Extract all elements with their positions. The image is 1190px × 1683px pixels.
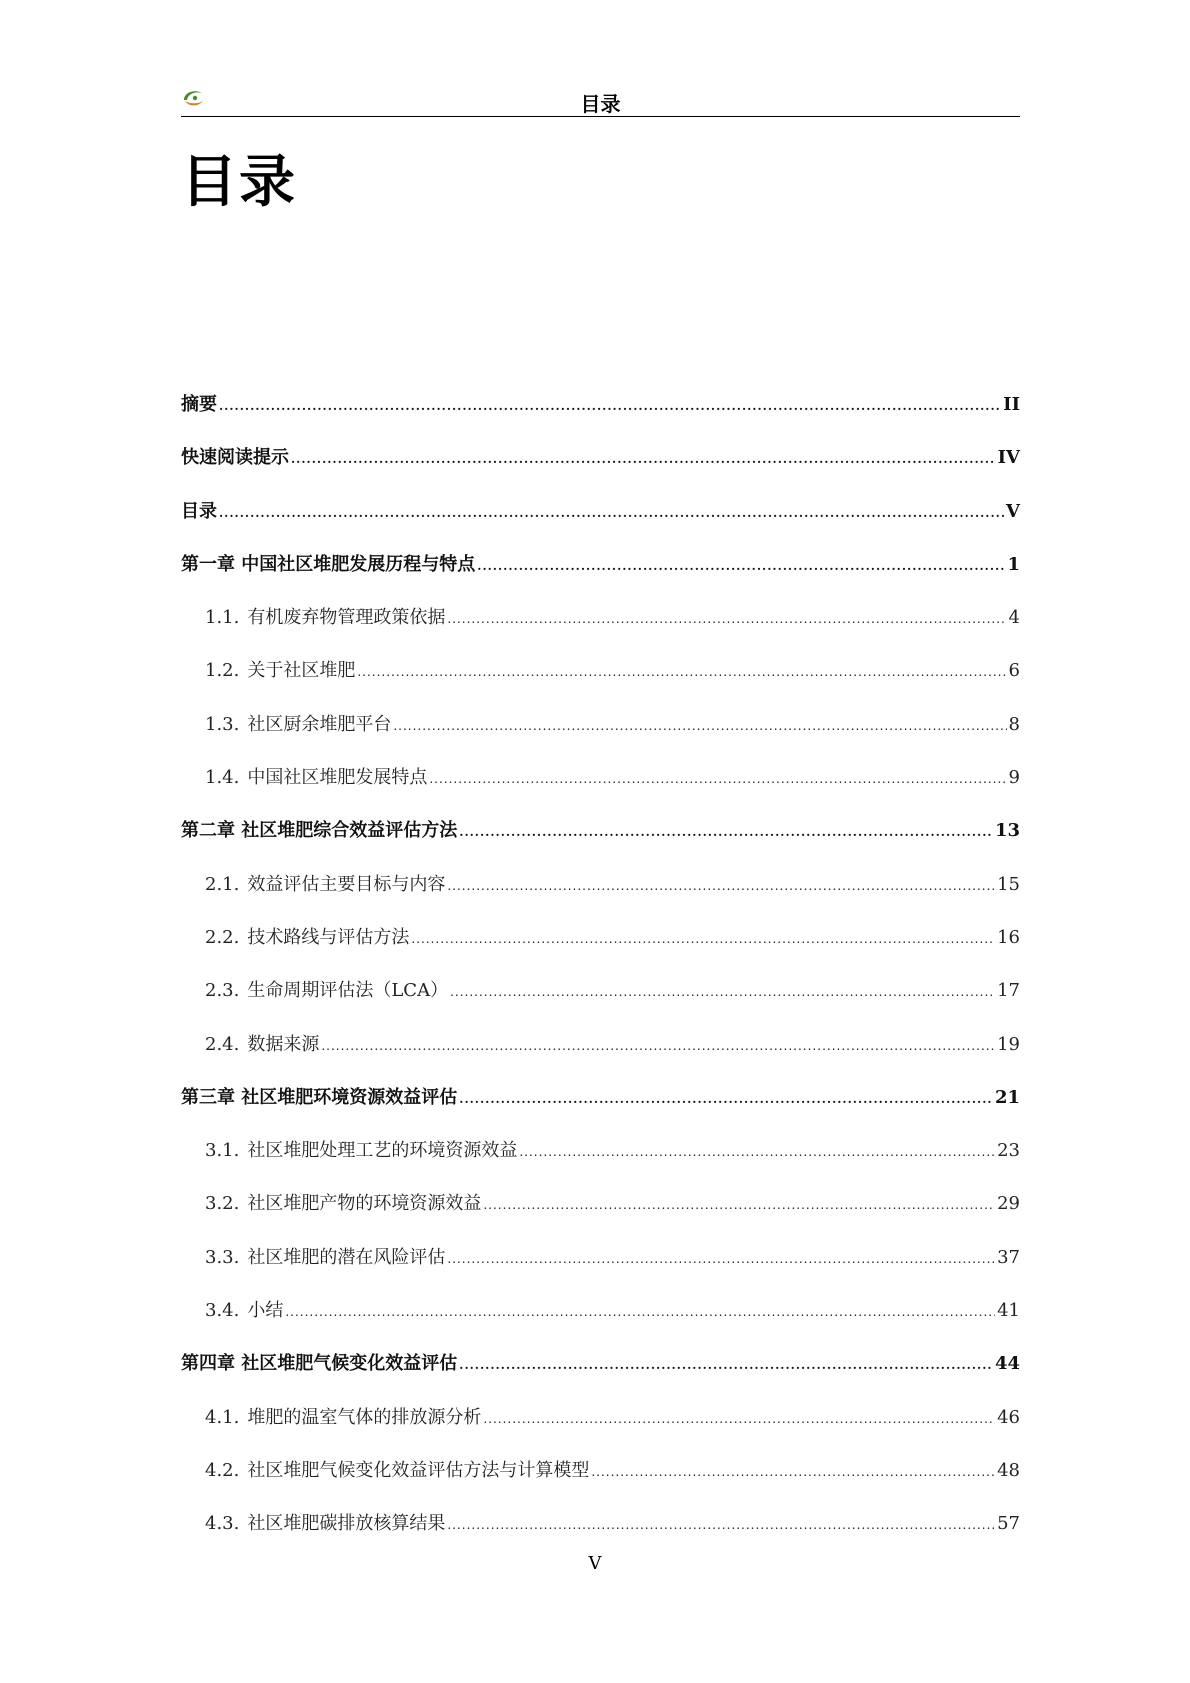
toc-page-number: 23: [997, 1140, 1020, 1162]
toc-entry-label: 快速阅读提示: [181, 447, 289, 469]
toc-entry-label: 生命周期评估法（LCA）: [247, 980, 449, 1002]
toc-leader-dots: [411, 932, 995, 946]
toc-page-number: 37: [997, 1246, 1020, 1268]
toc-entry-chapter-4[interactable]: [181, 1349, 1020, 1402]
toc-entry-label: 第三章 社区堆肥环境资源效益评估: [181, 1086, 458, 1108]
toc-entry-label: 数据来源: [247, 1033, 320, 1055]
toc-entry-reading-tips[interactable]: [181, 443, 1020, 496]
toc-entry-label: 摘要: [181, 394, 217, 415]
toc-entry-section-1-1[interactable]: [181, 603, 1020, 656]
toc-section-number: 2.2.: [205, 926, 240, 948]
toc-entry-label: 中国社区堆肥发展特点: [247, 767, 428, 789]
toc-page-number: II: [1003, 394, 1020, 415]
toc-page-number: IV: [997, 447, 1020, 469]
toc-entry-chapter-3[interactable]: [181, 1083, 1020, 1136]
toc-entry-label: 第一章 中国社区堆肥发展历程与特点: [181, 553, 476, 575]
toc-section-number: 3.2.: [205, 1193, 240, 1215]
toc-entry-section-4-1[interactable]: [181, 1403, 1020, 1456]
toc-entry-label: 小结: [247, 1300, 284, 1322]
toc-leader-dots: [357, 665, 1006, 679]
toc-leader-dots: [291, 452, 996, 466]
toc-leader-dots: [285, 1305, 995, 1319]
toc-section-number: 3.3.: [205, 1246, 240, 1268]
toc-entry-label: 有机废弃物管理政策依据: [247, 607, 446, 629]
toc-entry-section-3-3[interactable]: [181, 1243, 1020, 1296]
toc-section-number: 4.2.: [205, 1459, 240, 1481]
toc-page-number: 19: [997, 1033, 1020, 1055]
toc-page-number: 1: [1007, 553, 1020, 575]
toc-leader-dots: [519, 1145, 995, 1159]
toc-entry-section-1-2[interactable]: [181, 656, 1020, 709]
toc-entry-label: 第四章 社区堆肥气候变化效益评估: [181, 1353, 458, 1375]
toc-entry-section-3-4[interactable]: [181, 1296, 1020, 1349]
toc-entry-section-2-4[interactable]: [181, 1030, 1020, 1083]
toc-entry-section-3-2[interactable]: [181, 1189, 1020, 1242]
toc-section-number: 2.1.: [205, 873, 240, 895]
toc-entry-label: 社区堆肥产物的环境资源效益: [247, 1193, 482, 1215]
page-title: 目录: [181, 150, 297, 215]
toc-page-number: V: [1006, 500, 1020, 522]
toc-entry-label: 社区堆肥气候变化效益评估方法与计算模型: [247, 1459, 590, 1481]
page-number-footer: V: [588, 1553, 602, 1574]
toc-leader-dots: [483, 1198, 995, 1212]
toc-leader-dots: [321, 1039, 995, 1053]
toc-entry-label: 社区堆肥碳排放核算结果: [247, 1513, 446, 1535]
toc-page-number: 16: [997, 926, 1020, 948]
toc-leader-dots: [447, 612, 1006, 626]
toc-page-number: 9: [1008, 767, 1020, 789]
table-of-contents: [181, 390, 1020, 1563]
toc-entry-label: 第二章 社区堆肥综合效益评估方法: [181, 820, 458, 842]
toc-page-number: 6: [1008, 660, 1020, 682]
toc-entry-abstract[interactable]: [181, 390, 1020, 443]
toc-page-number: 21: [994, 1086, 1020, 1108]
toc-page-number: 48: [997, 1459, 1020, 1481]
toc-section-number: 1.3.: [205, 713, 240, 735]
toc-entry-chapter-2[interactable]: [181, 816, 1020, 869]
toc-page-number: 13: [994, 820, 1020, 842]
toc-entry-label: 目录: [181, 500, 217, 522]
toc-entry-section-3-1[interactable]: [181, 1136, 1020, 1189]
toc-leader-dots: [459, 1358, 993, 1372]
toc-leader-dots: [429, 772, 1006, 786]
toc-section-number: 3.1.: [205, 1140, 240, 1162]
toc-entry-section-2-1[interactable]: [181, 870, 1020, 923]
toc-section-number: 1.2.: [205, 660, 240, 682]
toc-section-number: 2.4.: [205, 1033, 240, 1055]
toc-entry-section-1-3[interactable]: [181, 710, 1020, 763]
toc-entry-section-2-2[interactable]: [181, 923, 1020, 976]
toc-leader-dots: [219, 399, 1001, 413]
toc-entry-label: 社区堆肥处理工艺的环境资源效益: [247, 1140, 518, 1162]
toc-entry-section-1-4[interactable]: [181, 763, 1020, 816]
toc-page-number: 4: [1008, 607, 1020, 629]
toc-leader-dots: [447, 1252, 995, 1266]
toc-leader-dots: [483, 1412, 995, 1426]
header-title: 目录: [580, 92, 621, 116]
toc-page-number: 15: [997, 873, 1020, 895]
toc-leader-dots: [477, 559, 1005, 573]
toc-section-number: 1.4.: [205, 767, 240, 789]
toc-entry-label: 关于社区堆肥: [247, 660, 356, 682]
toc-entry-chapter-1[interactable]: [181, 550, 1020, 603]
toc-entry-label: 社区厨余堆肥平台: [247, 713, 392, 735]
toc-entry-label: 社区堆肥的潜在风险评估: [247, 1246, 446, 1268]
toc-section-number: 4.1.: [205, 1406, 240, 1428]
toc-leader-dots: [459, 825, 993, 839]
toc-page-number: 41: [997, 1300, 1020, 1322]
toc-section-number: 3.4.: [205, 1300, 240, 1322]
toc-leader-dots: [591, 1465, 995, 1479]
toc-leader-dots: [393, 719, 1006, 733]
toc-leader-dots: [447, 1518, 995, 1532]
toc-entry-label: 技术路线与评估方法: [247, 926, 410, 948]
toc-entry-section-2-3[interactable]: [181, 976, 1020, 1029]
toc-section-number: 2.3.: [205, 980, 240, 1002]
toc-section-number: 4.3.: [205, 1513, 240, 1535]
toc-entry-label: 堆肥的温室气体的排放源分析: [247, 1406, 482, 1428]
toc-page-number: 44: [994, 1353, 1020, 1375]
toc-section-number: 1.1.: [205, 607, 240, 629]
toc-page-number: 57: [997, 1513, 1020, 1535]
toc-page-number: 46: [997, 1406, 1020, 1428]
toc-page-number: 29: [997, 1193, 1020, 1215]
toc-leader-dots: [219, 506, 1004, 520]
toc-entry-section-4-2[interactable]: [181, 1456, 1020, 1509]
toc-leader-dots: [459, 1092, 993, 1106]
toc-entry-label: 效益评估主要目标与内容: [247, 873, 446, 895]
toc-entry-contents[interactable]: [181, 497, 1020, 550]
toc-page-number: 17: [997, 980, 1020, 1002]
running-header: [181, 84, 1020, 117]
toc-leader-dots: [447, 879, 995, 893]
toc-page-number: 8: [1008, 713, 1020, 735]
toc-leader-dots: [450, 985, 995, 999]
